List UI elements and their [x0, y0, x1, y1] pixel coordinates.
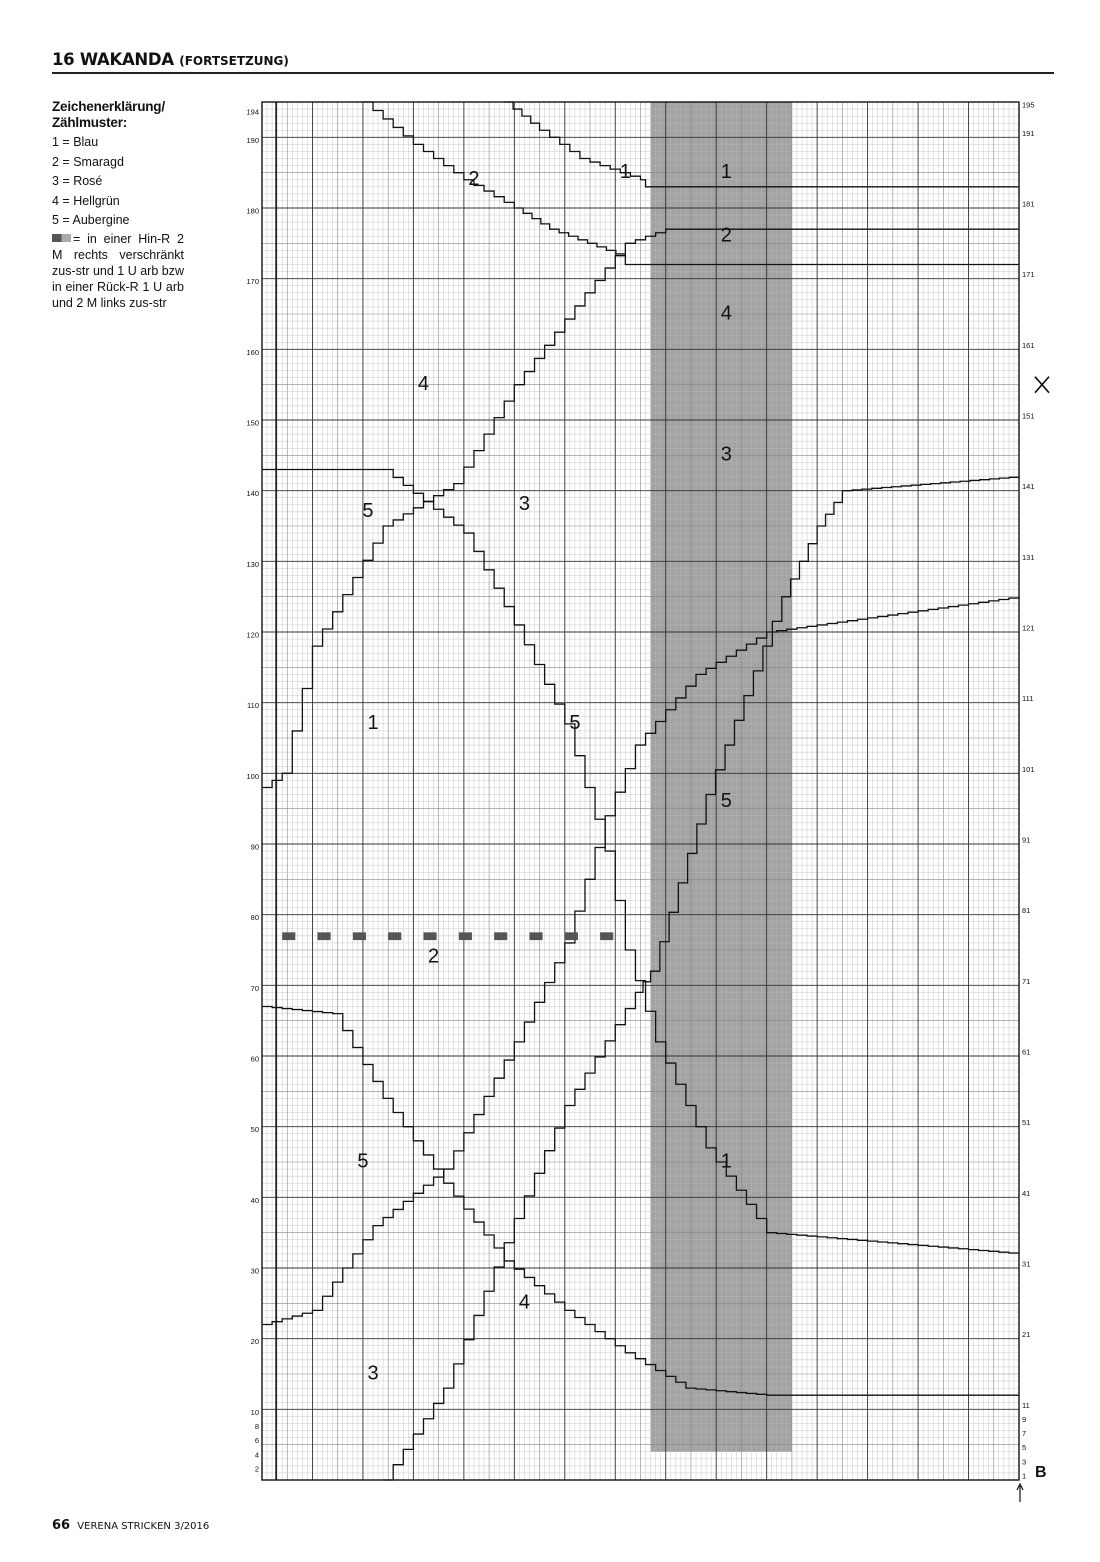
row-label-right-171: 171	[1022, 270, 1035, 280]
row-label-right-91: 91	[1022, 835, 1031, 845]
row-label-left-170: 170	[246, 277, 259, 287]
color-label-9: 3	[518, 493, 530, 516]
row-label-right-9: 9	[1022, 1414, 1027, 1424]
pattern-number: 16	[52, 50, 75, 69]
color-label-13: 2	[428, 945, 440, 968]
magazine-issue: VERENA STRICKEN 3/2016	[77, 1521, 210, 1532]
row-label-left-40: 40	[250, 1195, 259, 1205]
row-label-right-131: 131	[1022, 552, 1035, 562]
row-label-left-2: 2	[254, 1464, 259, 1474]
row-label-left-50: 50	[250, 1125, 259, 1135]
eyelet-marker-3	[353, 932, 366, 940]
color-label-6: 4	[417, 372, 430, 395]
color-label-14: 5	[357, 1150, 369, 1173]
row-label-left-10: 10	[250, 1407, 259, 1417]
legend-title-line1: Zeichenerklärung/	[52, 99, 165, 114]
row-label-left-100: 100	[246, 771, 259, 781]
color-label-3: 2	[468, 168, 480, 191]
row-label-left-150: 150	[246, 418, 259, 428]
row-label-right-41: 41	[1022, 1188, 1031, 1198]
start-marker-label: B	[1035, 1464, 1047, 1481]
start-arrow-icon	[1017, 1484, 1023, 1502]
row-label-right-195: 195	[1022, 100, 1035, 110]
row-label-left-4: 4	[254, 1450, 259, 1460]
color-label-1: 1	[619, 160, 631, 183]
row-label-left-110: 110	[247, 701, 259, 711]
eyelet-marker-8	[529, 932, 542, 940]
pattern-title: WAKANDA	[79, 50, 174, 69]
row-label-left-80: 80	[250, 913, 259, 923]
row-label-left-190: 190	[246, 135, 259, 145]
legend-item-smaragd: 2 = Smaragd	[52, 154, 124, 169]
row-label-left-30: 30	[250, 1266, 259, 1276]
row-label-right-181: 181	[1022, 199, 1035, 209]
color-label-2: 1	[720, 160, 732, 183]
row-label-left-130: 130	[246, 559, 259, 569]
pattern-subtitle: (FORTSETZUNG)	[179, 54, 289, 68]
color-label-11: 5	[569, 712, 581, 735]
color-label-4: 2	[720, 224, 732, 247]
row-label-left-160: 160	[246, 347, 259, 357]
legend-item-rose: 3 = Rosé	[52, 174, 103, 188]
row-label-right-151: 151	[1022, 411, 1035, 421]
row-label-left-60: 60	[250, 1054, 259, 1064]
color-label-16: 4	[518, 1291, 530, 1314]
row-label-left-180: 180	[246, 206, 259, 216]
row-label-right-111: 111	[1022, 694, 1034, 704]
color-label-7: 3	[720, 443, 732, 466]
row-label-left-194: 194	[246, 107, 259, 117]
legend-note-line1: = in einer Hin-R	[73, 231, 171, 246]
row-label-right-161: 161	[1022, 340, 1035, 350]
row-label-right-7: 7	[1022, 1429, 1027, 1439]
legend-title-line2: Zählmuster:	[52, 115, 128, 130]
eyelet-marker-5	[423, 932, 436, 940]
row-label-right-5: 5	[1022, 1443, 1027, 1453]
row-label-right-81: 81	[1022, 906, 1031, 916]
eyelet-marker-9	[565, 932, 578, 940]
row-label-right-61: 61	[1022, 1047, 1031, 1057]
eyelet-marker-6	[459, 932, 472, 940]
row-label-left-70: 70	[250, 983, 259, 993]
row-label-right-191: 191	[1022, 128, 1035, 138]
row-label-left-90: 90	[250, 842, 259, 852]
grid-five	[262, 102, 1019, 1480]
row-label-right-121: 121	[1022, 623, 1035, 633]
row-label-right-1: 1	[1022, 1471, 1027, 1481]
row-label-right-31: 31	[1022, 1259, 1031, 1269]
row-label-right-11: 11	[1022, 1400, 1030, 1410]
row-label-right-21: 21	[1022, 1330, 1031, 1340]
color-label-12: 5	[720, 789, 732, 812]
row-label-left-120: 120	[246, 630, 259, 640]
legend-item-blau: 1 = Blau	[52, 135, 99, 149]
row-label-left-20: 20	[250, 1337, 259, 1347]
eyelet-marker-10	[600, 932, 613, 940]
color-label-10: 1	[367, 712, 379, 735]
color-label-5: 4	[720, 302, 732, 325]
row-label-right-101: 101	[1022, 764, 1035, 774]
page-footer	[52, 1518, 209, 1533]
color-label-17: 3	[367, 1362, 379, 1385]
eyelet-marker-4	[388, 932, 401, 940]
row-label-right-51: 51	[1022, 1118, 1031, 1128]
page-number: 66	[52, 1518, 71, 1533]
legend-item-hellgruen: 4 = Hellgrün	[52, 193, 120, 208]
eyelet-marker-2	[318, 932, 331, 940]
x-marker-icon	[1035, 377, 1049, 393]
row-label-left-140: 140	[246, 489, 259, 499]
color-label-8: 5	[362, 500, 374, 523]
eyelet-marker-7	[494, 932, 507, 940]
row-label-left-8: 8	[254, 1421, 259, 1431]
eyelet-marker-1	[282, 932, 295, 940]
row-label-left-6: 6	[254, 1436, 259, 1446]
row-label-right-71: 71	[1022, 976, 1031, 986]
color-label-15: 1	[720, 1150, 732, 1173]
row-label-right-141: 141	[1022, 482, 1035, 492]
legend-note-rest: 2 M rechts verschränkt zus-str und 1 U arb bzw in einer Rück-R 1 U arb und 2 M links zus-str	[52, 231, 184, 310]
legend-item-aubergine: 5 = Aubergine	[52, 213, 130, 227]
row-label-right-3: 3	[1022, 1457, 1027, 1467]
